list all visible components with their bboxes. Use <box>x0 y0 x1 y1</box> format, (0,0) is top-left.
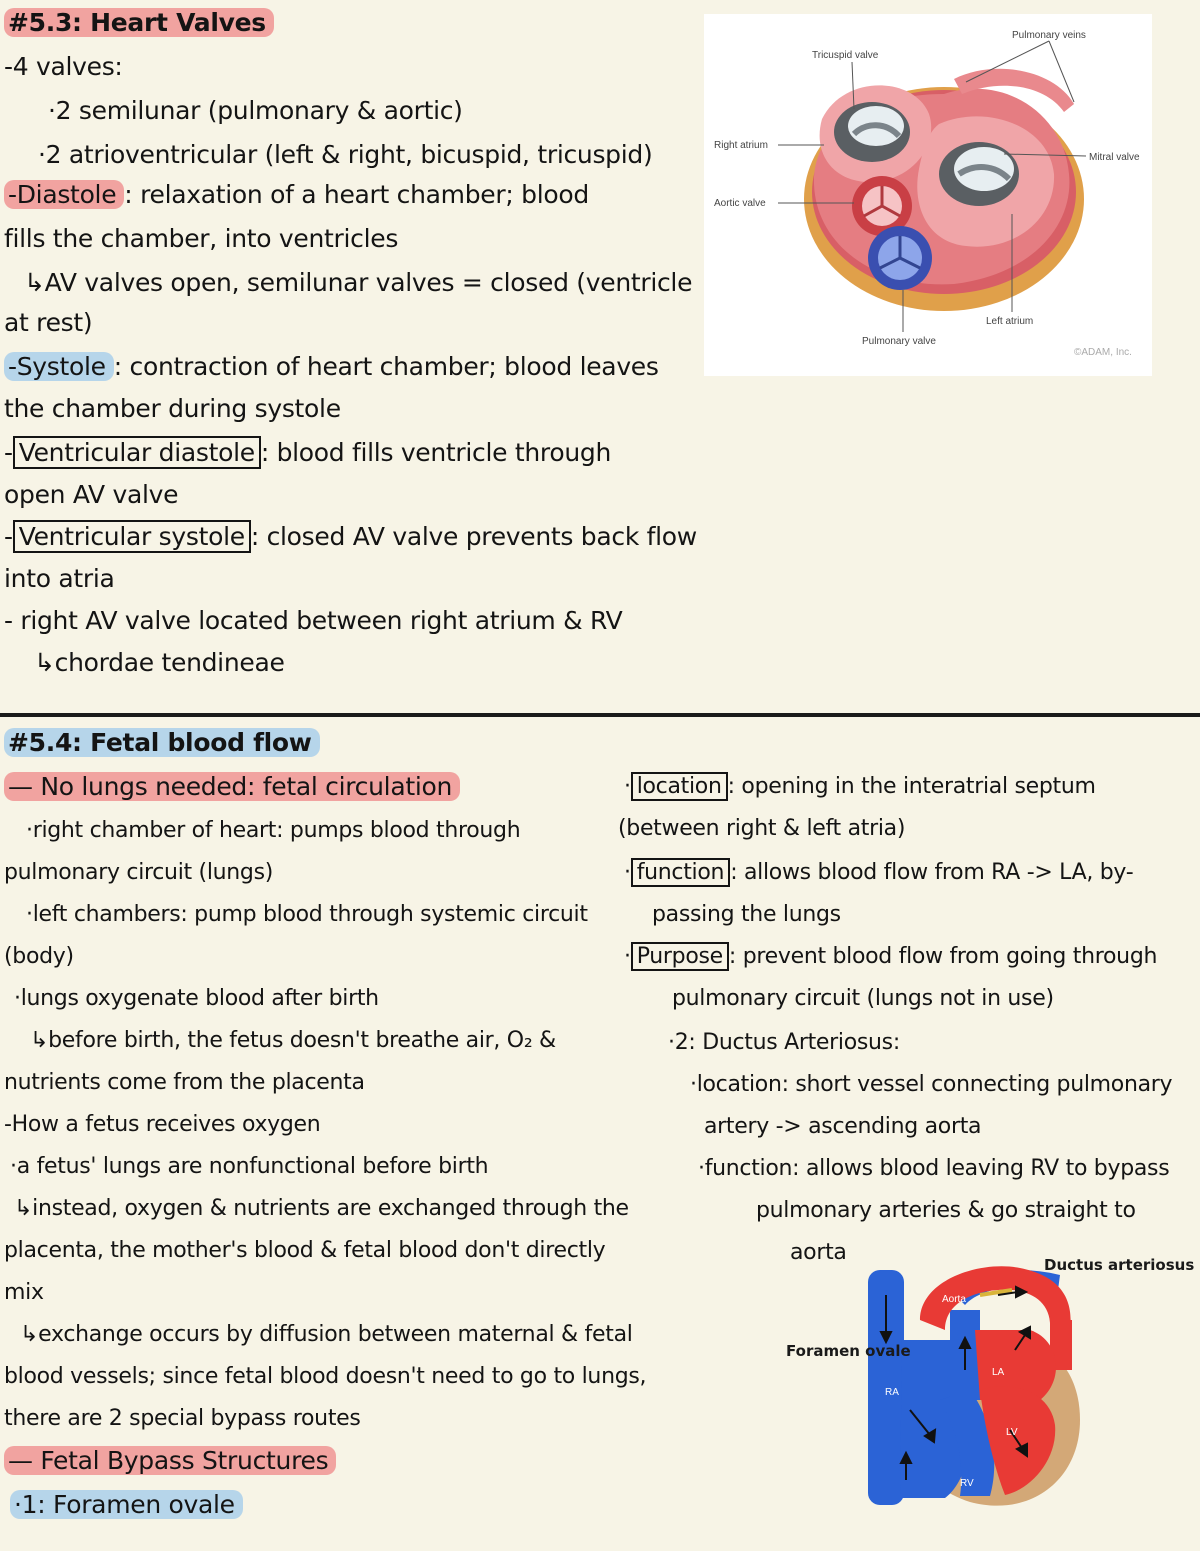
purpose-term: Purpose <box>631 942 729 971</box>
note-line: ·right chamber of heart: pumps blood through <box>26 818 521 843</box>
note-line-location: · location : opening in the interatrial septum <box>624 774 1096 799</box>
note-line: (body) <box>4 944 74 969</box>
note-line: passing the lungs <box>652 902 841 927</box>
note-line: ↳before birth, the fetus doesn't breathe air, O₂ & <box>30 1028 556 1053</box>
diastole-term: -Diastole <box>4 180 124 209</box>
note-line: open AV valve <box>4 480 179 509</box>
label-la: LA <box>992 1367 1005 1378</box>
note-line: pulmonary arteries & go straight to <box>756 1198 1136 1223</box>
note-line: artery -> ascending aorta <box>704 1114 982 1139</box>
note-line: ↳AV valves open, semilunar valves = closed (ventricle <box>24 268 693 297</box>
label-rv: RV <box>960 1478 974 1489</box>
section-divider <box>0 713 1200 717</box>
systole-term: -Systole <box>4 352 114 381</box>
ventricular-diastole-definition: : blood fills ventricle through <box>260 438 612 467</box>
location-definition: : opening in the interatrial septum <box>727 774 1096 799</box>
note-line-function: · function : allows blood flow from RA -> LA, by- <box>624 860 1134 885</box>
note-line: (between right & left atria) <box>618 816 906 841</box>
bypass-structures-heading: — Fetal Bypass Structures <box>4 1446 336 1475</box>
ventricular-diastole-term: Ventricular diastole <box>13 436 261 469</box>
note-line: -4 valves: <box>4 52 123 81</box>
section-5-4-title <box>4 726 320 760</box>
function-definition: : allows blood flow from RA -> LA, by- <box>730 860 1134 885</box>
note-line: there are 2 special bypass routes <box>4 1406 361 1431</box>
note-line-ventricular-diastole: - Ventricular diastole : blood fills ventricle through <box>4 438 612 467</box>
note-line: at rest) <box>4 308 93 337</box>
note-line: ↳exchange occurs by diffusion between maternal & fetal <box>20 1322 633 1347</box>
note-line: ·2 atrioventricular (left & right, bicuspid, tricuspid) <box>38 140 653 169</box>
note-line: blood vessels; since fetal blood doesn't need to go to lungs, <box>4 1364 647 1389</box>
note-line-diastole <box>4 178 589 212</box>
note-line: nutrients come from the placenta <box>4 1070 365 1095</box>
note-line: ↳chordae tendineae <box>34 648 285 677</box>
note-line-purpose: · Purpose : prevent blood flow from going through <box>624 944 1158 969</box>
note-line: placenta, the mother's blood & fetal blood don't directly <box>4 1238 606 1263</box>
systole-definition: : contraction of heart chamber; blood leaves <box>113 352 659 381</box>
label-foramen-ovale: Foramen ovale <box>786 1342 911 1360</box>
label-mitral-valve: Mitral valve <box>1089 152 1140 163</box>
note-line: ·2 semilunar (pulmonary & aortic) <box>48 96 463 125</box>
note-line: the chamber during systole <box>4 394 341 423</box>
note-line: aorta <box>790 1240 847 1265</box>
note-line: - right AV valve located between right atrium & RV <box>4 606 623 635</box>
note-line: fills the chamber, into ventricles <box>4 224 399 253</box>
section-5-4-title-text: #5.4: Fetal blood flow <box>4 728 320 757</box>
note-line: ↳instead, oxygen & nutrients are exchanged through the <box>14 1196 629 1221</box>
purpose-definition: : prevent blood flow from going through <box>728 944 1158 969</box>
fetal-heart-diagram <box>780 1250 1195 1510</box>
heart-valves-svg <box>704 14 1152 376</box>
note-line-bypass-structures <box>4 1444 336 1478</box>
note-line: mix <box>4 1280 44 1305</box>
note-line-systole <box>4 350 659 384</box>
location-term: location <box>631 772 728 801</box>
ventricular-systole-term: Ventricular systole <box>13 520 251 553</box>
label-left-atrium: Left atrium <box>986 316 1034 327</box>
label-copyright: ©ADAM, Inc. <box>1074 347 1132 358</box>
section-5-3-title <box>4 6 274 40</box>
label-aorta: Aorta <box>942 1294 966 1305</box>
fetal-circulation-heading: — No lungs needed: fetal circulation <box>4 772 460 801</box>
label-ductus-arteriosus: Ductus arteriosus <box>1044 1256 1195 1274</box>
note-line: pulmonary circuit (lungs not in use) <box>672 986 1054 1011</box>
note-line: ·a fetus' lungs are nonfunctional before birth <box>10 1154 489 1179</box>
note-line: ·function: allows blood leaving RV to bypass <box>698 1156 1170 1181</box>
label-lv: LV <box>1006 1427 1018 1438</box>
note-line: ·2: Ductus Arteriosus: <box>668 1030 900 1055</box>
diastole-definition: : relaxation of a heart chamber; blood <box>124 180 589 209</box>
note-line-ventricular-systole: - Ventricular systole : closed AV valve prevents back flow <box>4 522 697 551</box>
label-aortic-valve: Aortic valve <box>714 198 766 209</box>
foramen-ovale-heading: ·1: Foramen ovale <box>10 1490 243 1519</box>
label-pulmonary-valve: Pulmonary valve <box>862 336 936 347</box>
note-line: ·left chambers: pump blood through systemic circuit <box>26 902 588 927</box>
label-right-atrium: Right atrium <box>714 140 768 151</box>
fetal-heart-svg <box>780 1250 1195 1510</box>
heart-valves-illustration <box>704 14 1152 376</box>
note-line: pulmonary circuit (lungs) <box>4 860 274 885</box>
note-line-fetal-circulation <box>4 770 460 804</box>
label-pulmonary-veins: Pulmonary veins <box>1012 30 1086 41</box>
note-line: into atria <box>4 564 115 593</box>
function-term: function <box>631 858 730 887</box>
note-line: ·location: short vessel connecting pulmonary <box>690 1072 1173 1097</box>
note-line: ·lungs oxygenate blood after birth <box>14 986 379 1011</box>
label-tricuspid-valve: Tricuspid valve <box>812 50 879 61</box>
note-line: -How a fetus receives oxygen <box>4 1112 321 1137</box>
section-5-3-title-text: #5.3: Heart Valves <box>4 8 274 37</box>
label-ra: RA <box>885 1387 899 1398</box>
ventricular-systole-definition: : closed AV valve prevents back flow <box>250 522 697 551</box>
note-line-foramen-ovale <box>10 1488 243 1522</box>
